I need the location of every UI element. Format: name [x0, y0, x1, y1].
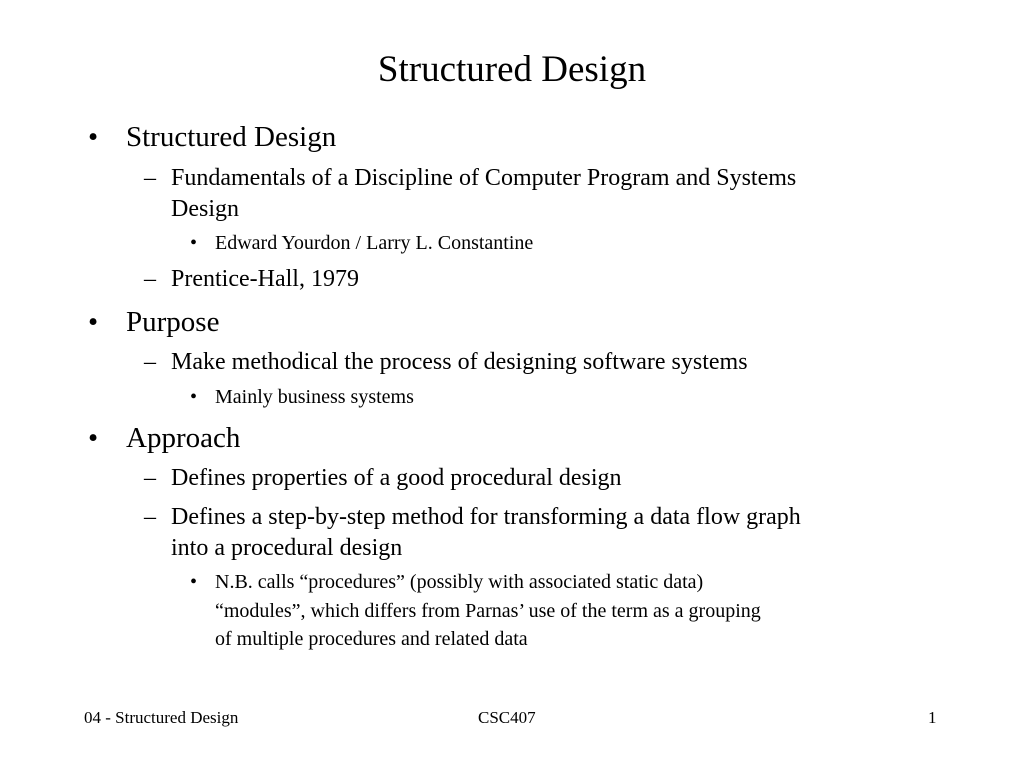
dash-icon: – [144, 349, 156, 375]
bullet-icon: • [190, 232, 198, 254]
section-heading: Structured Design [126, 121, 337, 153]
bullet-icon: • [190, 386, 198, 408]
sub-item-text: Prentice-Hall, 1979 [171, 266, 359, 292]
sub-item-text: into a procedural design [171, 535, 403, 561]
footer-course-section: 04 - Structured Design [84, 708, 239, 727]
dash-icon: – [144, 504, 156, 530]
dash-icon: – [144, 165, 156, 191]
sub-sub-item-text: Mainly business systems [215, 386, 414, 408]
section-heading: Approach [126, 422, 241, 454]
footer-course-code: CSC407 [478, 708, 536, 727]
sub-sub-item-text: Edward Yourdon / Larry L. Constantine [215, 232, 534, 254]
bullet-icon: • [88, 306, 99, 338]
bullet-icon: • [88, 422, 99, 454]
sub-item-text: Fundamentals of a Discipline of Computer Program and Systems [171, 165, 797, 191]
footer-page-number: 1 [928, 708, 937, 727]
slide-title: Structured Design [377, 49, 647, 90]
sub-sub-item-text: of multiple procedures and related data [215, 628, 528, 650]
sub-sub-item-text: N.B. calls “procedures” (possibly with associated static data) [215, 571, 704, 593]
section-heading: Purpose [126, 306, 220, 338]
sub-item-text: Design [171, 196, 239, 222]
sub-item-text: Defines a step-by-step method for transforming a data flow graph [171, 504, 801, 530]
sub-item-text: Make methodical the process of designing software systems [171, 349, 748, 375]
sub-sub-item-text: “modules”, which differs from Parnas’ use of the term as a grouping [215, 600, 761, 622]
dash-icon: – [144, 465, 156, 491]
bullet-icon: • [88, 121, 99, 153]
dash-icon: – [144, 266, 156, 292]
sub-item-text: Defines properties of a good procedural design [171, 465, 622, 491]
bullet-icon: • [190, 571, 198, 593]
